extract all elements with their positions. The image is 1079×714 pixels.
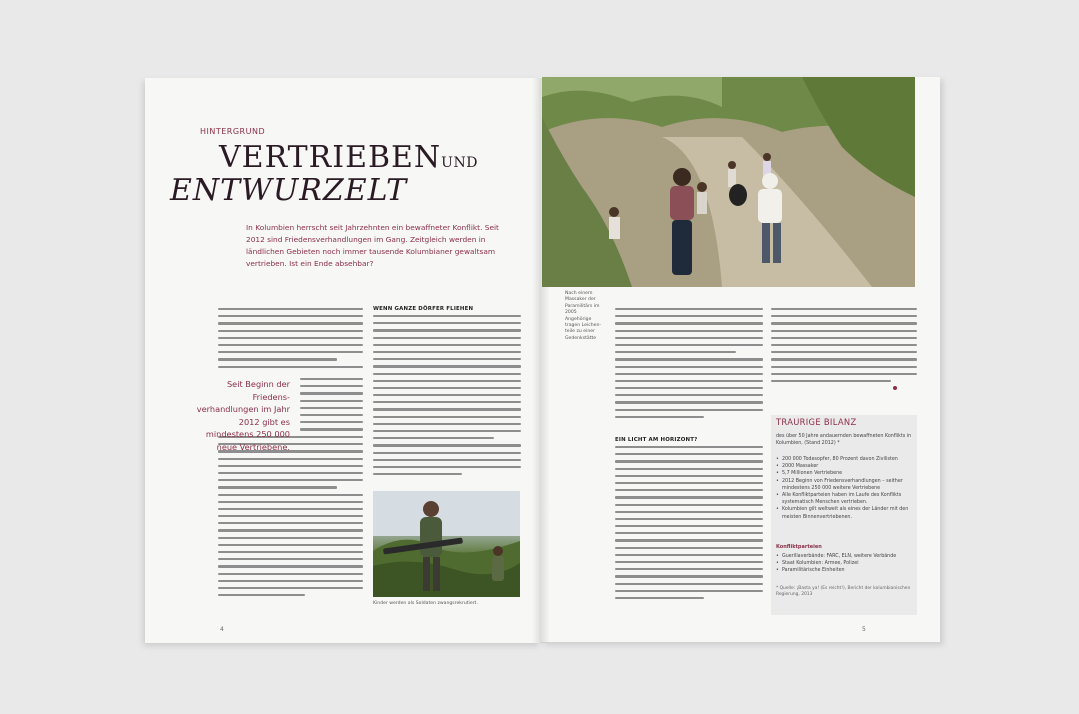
fact-item: • Kolumbien gilt weltweit als eines der Länder mit den meisten Binnenvertriebenen. [776, 506, 916, 520]
fact-item: • 2000 Massaker [776, 463, 916, 470]
photo-child-soldier-illustration [373, 491, 520, 597]
photo-refugees-path [542, 77, 915, 287]
fact-box-list [776, 456, 916, 521]
body-column-1-bottom [218, 436, 363, 608]
party-item: • Paramilitärische Einheiten [776, 567, 916, 574]
photo-main-caption: Nach einem Massaker der Paramilitärs im 2005 Angehörige tragen Leichenteile zu einer Gedenkstätte [565, 291, 602, 341]
photo-child-soldier [373, 491, 520, 597]
right-body-column-2 [771, 308, 917, 392]
body-column-1-wrap [300, 378, 363, 434]
section-kicker: HINTERGRUND [200, 127, 266, 136]
fact-item: • 5,7 Millionen Vertriebene [776, 470, 916, 477]
body-column-2 [373, 315, 521, 485]
fact-item: • 200 000 Todesopfer, 80 Prozent davon Zivilisten [776, 456, 916, 463]
page-number-left: 4 [220, 626, 224, 633]
fact-box-parties-heading: Konfliktparteien [776, 544, 822, 550]
fact-box-subtitle: des über 50 Jahre andauernden bewaffneten Konflikts in Kolumbien, (Stand 2012) * [776, 434, 912, 446]
right-body-column-1-bottom [615, 446, 763, 610]
fact-box-source: * Quelle: ¡Basta ya! (Es reicht!), Bericht der kolumbianischen Regierung, 2013 [776, 586, 911, 598]
body-column-1-top [218, 308, 363, 374]
fact-item: • Alle Konfliktparteien haben im Laufe des Konflikts systematisch Menschen vertrieben. [776, 492, 916, 506]
fact-box-parties-list [776, 553, 916, 575]
party-item: • Staat Kolumbien: Armee, Polizei [776, 560, 916, 567]
end-mark [893, 386, 897, 390]
lead-paragraph: In Kolumbien herrscht seit Jahrzehnten ein bewaffneter Konflikt. Seit 2012 sind Friedensverhandlungen im Gang. Zeitgleich werden in ländlichen Gebieten noch immer tausende Kolumbianer gewaltsam vertrieben. Ist ein Ende absehbar? [246, 223, 499, 268]
photo-refugees-illustration [542, 77, 915, 287]
headline-word-und: UND [441, 155, 478, 171]
photo-child-caption: Kinder werden als Soldaten zwangsrekrutiert. [373, 601, 478, 606]
party-item: • Guerillaverbände: FARC, ELN, weitere Verbände [776, 553, 916, 560]
headline-line-1 [219, 140, 478, 175]
page-number-right: 5 [862, 626, 866, 633]
fact-item: • 2012 Beginn von Friedensverhandlungen – seither mindestens 250 000 weitere Vertriebene [776, 478, 916, 492]
fact-box-title: TRAURIGE BILANZ [776, 417, 857, 427]
subhead-horizon: EIN LICHT AM HORIZONT? [615, 437, 698, 443]
right-body-column-1 [615, 308, 763, 426]
pull-quote: Seit Beginn der Friedens-verhandlungen im Jahr 2012 gibt es mindestens 250 000 neue Vertriebene. [196, 379, 290, 452]
headline-word-vertrieben: VERTRIEBEN [219, 140, 442, 175]
headline-line-2: ENTWURZELT [170, 173, 408, 208]
subhead-villages: WENN GANZE DÖRFER FLIEHEN [373, 306, 474, 312]
